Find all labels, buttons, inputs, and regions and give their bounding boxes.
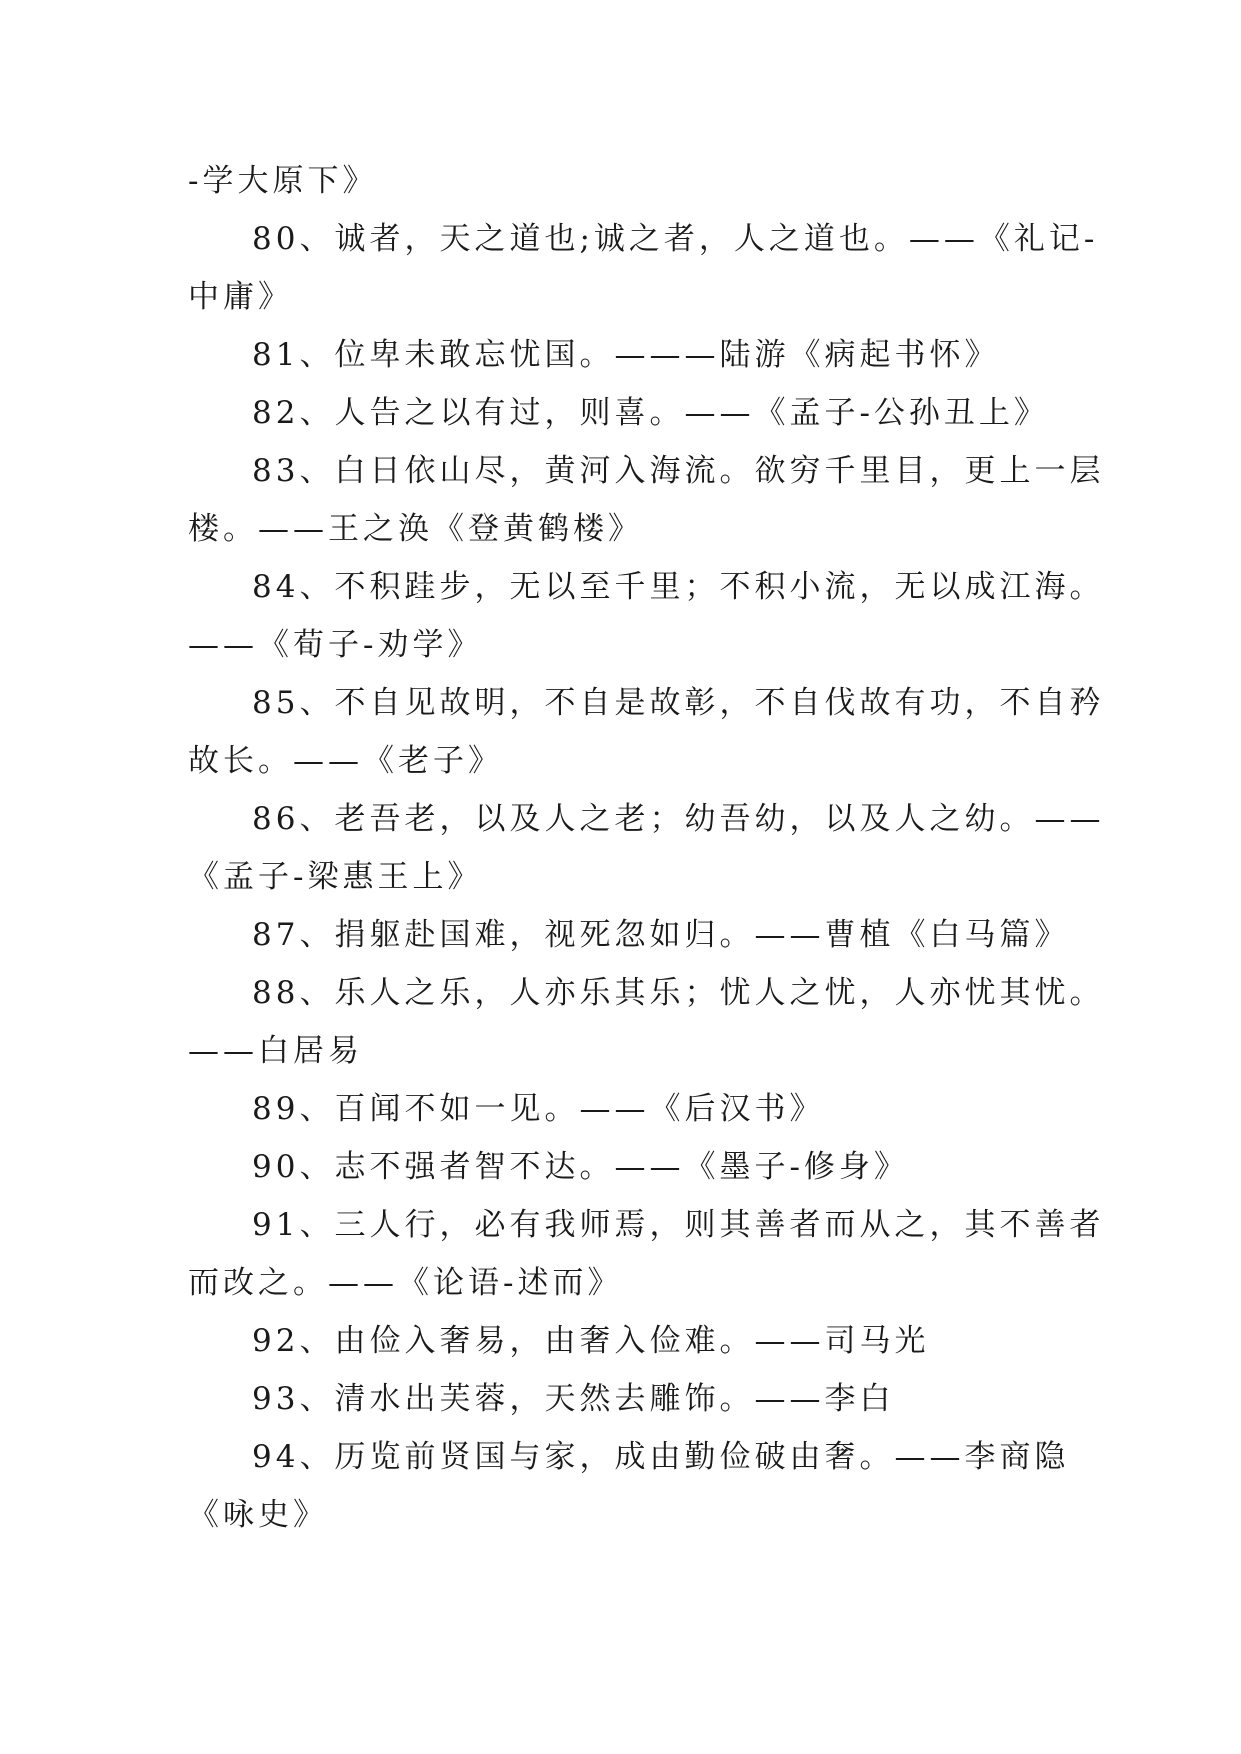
text-line: ——白居易 <box>188 1033 363 1069</box>
text-line: 84、不积跬步，无以至千里；不积小流，无以成江海。 <box>252 569 1105 605</box>
text-line: 90、志不强者智不达。——《墨子-修身》 <box>252 1149 909 1185</box>
text-line: 92、由俭入奢易，由奢入俭难。——司马光 <box>252 1323 930 1359</box>
text-line: 80、诚者，天之道也;诚之者，人之道也。——《礼记- <box>252 221 1099 257</box>
text-line: 中庸》 <box>188 279 293 315</box>
text-line: 83、白日依山尽，黄河入海流。欲穷千里目，更上一层 <box>252 453 1105 489</box>
text-line: 85、不自见故明，不自是故彰，不自伐故有功，不自矜 <box>252 685 1105 721</box>
text-line: 86、老吾老，以及人之老；幼吾幼，以及人之幼。—— <box>252 801 1105 837</box>
text-line: 《孟子-梁惠王上》 <box>188 859 483 895</box>
text-line: 楼。——王之涣《登黄鹤楼》 <box>188 511 643 547</box>
quote-list <box>188 152 1105 1544</box>
text-line: 《咏史》 <box>188 1497 328 1533</box>
text-line: ——《荀子-劝学》 <box>188 627 483 663</box>
text-line: 81、位卑未敢忘忧国。———陆游《病起书怀》 <box>252 337 1000 373</box>
text-line: 91、三人行，必有我师焉，则其善者而从之，其不善者 <box>252 1207 1105 1243</box>
text-line: 93、清水出芙蓉，天然去雕饰。——李白 <box>252 1381 895 1417</box>
text-line: 故长。——《老子》 <box>188 743 503 779</box>
text-line: 82、人告之以有过，则喜。——《孟子-公孙丑上》 <box>252 395 1049 431</box>
text-line: 94、历览前贤国与家，成由勤俭破由奢。——李商隐 <box>252 1439 1070 1475</box>
text-line: 88、乐人之乐，人亦乐其乐；忧人之忧，人亦忧其忧。 <box>252 975 1105 1011</box>
text-line: -学大原下》 <box>188 163 378 199</box>
text-line: 89、百闻不如一见。——《后汉书》 <box>252 1091 825 1127</box>
text-line: 87、捐躯赴国难，视死忽如归。——曹植《白马篇》 <box>252 917 1070 953</box>
text-line: 而改之。——《论语-述而》 <box>188 1265 623 1301</box>
